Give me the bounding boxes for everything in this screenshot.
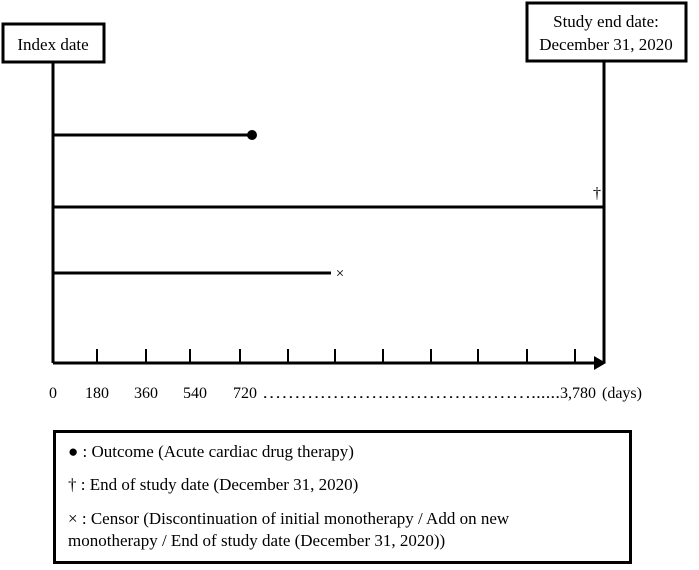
outcome-marker (247, 130, 257, 140)
study-end-label-line1: Study end date: (553, 12, 659, 31)
legend-censor-text-line2: monotherapy / End of study date (December 31, 2020)) (68, 531, 446, 550)
tick-label-720: 720 (233, 385, 257, 402)
legend-end-symbol: † (68, 475, 77, 494)
legend-censor (68, 508, 617, 552)
tick-label-360: 360 (134, 385, 158, 402)
study-end-label-line2: December 31, 2020 (539, 35, 673, 54)
legend-censor-symbol: × (68, 509, 78, 528)
legend-outcome (68, 441, 617, 463)
legend-end-of-study (68, 474, 617, 496)
axis-ellipsis: ……………………………………...... (262, 385, 560, 402)
tick-label-3780: 3,780 (560, 385, 596, 402)
end-of-study-marker: † (593, 185, 601, 202)
legend-outcome-text: : Outcome (Acute cardiac drug therapy) (78, 442, 354, 461)
tick-label-540: 540 (183, 385, 207, 402)
legend-outcome-symbol: ● (68, 442, 79, 461)
index-date-label: Index date (17, 35, 89, 54)
tick-label-0: 0 (49, 385, 57, 402)
legend-end-text: : End of study date (December 31, 2020) (76, 475, 359, 494)
axis-unit: (days) (602, 385, 642, 402)
censor-marker: × (335, 266, 345, 282)
legend-censor-text-line1: : Censor (Discontinuation of initial monotherapy / Add on new (77, 509, 510, 528)
legend-box (53, 430, 632, 564)
tick-label-180: 180 (85, 385, 109, 402)
axis-ticks (97, 349, 575, 363)
